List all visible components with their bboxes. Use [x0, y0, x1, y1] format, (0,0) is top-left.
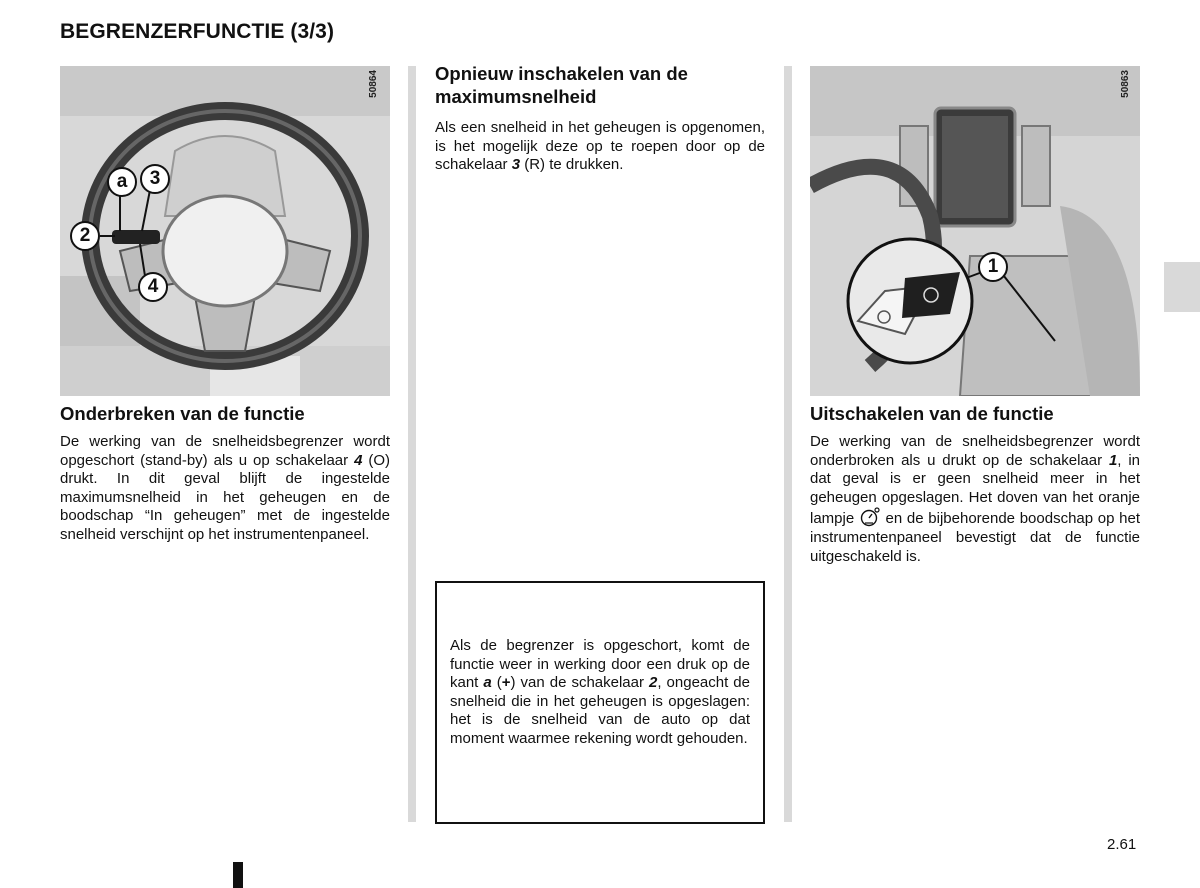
bottom-edge-mark — [233, 862, 243, 888]
chapter-tab-marker — [1164, 262, 1200, 312]
steering-wheel-figure — [60, 66, 390, 396]
heading-opnieuw-inschakelen: Opnieuw inschakelen van de maximumsnelheid — [435, 63, 688, 107]
page-title: BEGRENZERFUNCTIE (3/3) — [60, 20, 335, 43]
callout-a: a — [107, 167, 137, 197]
paragraph-onderbreken: De werking van de snelheidsbegrenzer wordt opgeschort (stand-by) als u op schakelaar 4 (O) drukt. In dit geval blijft de ingestelde maximumsnelheid in het geheugen en de boodschap “In geheugen” met de ingestelde snelheid verschijnt op het instrumentenpaneel. — [60, 433, 391, 543]
page-number: 2.61 — [1107, 836, 1137, 853]
heading-onderbreken: Onderbreken van de functie — [60, 403, 305, 424]
steering-wheel-illustration — [60, 66, 390, 396]
center-console-figure — [810, 66, 1140, 396]
speed-limiter-icon — [859, 507, 881, 527]
callout-2: 2 — [70, 221, 100, 251]
figure-code-left: 50864 — [368, 70, 379, 98]
note-text: Als de begrenzer is opgeschort, komt de functie weer in werking door een druk op de kant a (+) van de schakelaar 2, ongeacht de snelheid die in het geheugen is opgeslagen: het is de snelheid van de auto op dat moment waarmee rekening wordt gehouden. — [450, 637, 750, 747]
column-separator-left — [408, 66, 416, 822]
figure-code-right: 50863 — [1120, 70, 1131, 98]
callout-4: 4 — [138, 272, 168, 302]
heading-uitschakelen: Uitschakelen van de functie — [810, 403, 1054, 424]
note-box — [435, 581, 765, 824]
callout-3: 3 — [140, 164, 170, 194]
center-console-illustration — [810, 66, 1140, 396]
callout-1: 1 — [978, 252, 1008, 282]
paragraph-uitschakelen: De werking van de snelheidsbegrenzer wordt onderbroken als u drukt op de schakelaar 1, in dat geval is er geen snelheid meer in het geheugen opgeslagen. Het doven van het oranje lampje en de bijbehorende boodschap op het instrumentenpaneel bevestigt dat de functie uitgeschakeld is. — [810, 433, 1140, 565]
column-separator-right — [784, 66, 792, 822]
paragraph-opnieuw-inschakelen: Als een snelheid in het geheugen is opgenomen, is het mogelijk deze op te roepen door op de schakelaar 3 (R) te drukken. — [435, 119, 765, 174]
